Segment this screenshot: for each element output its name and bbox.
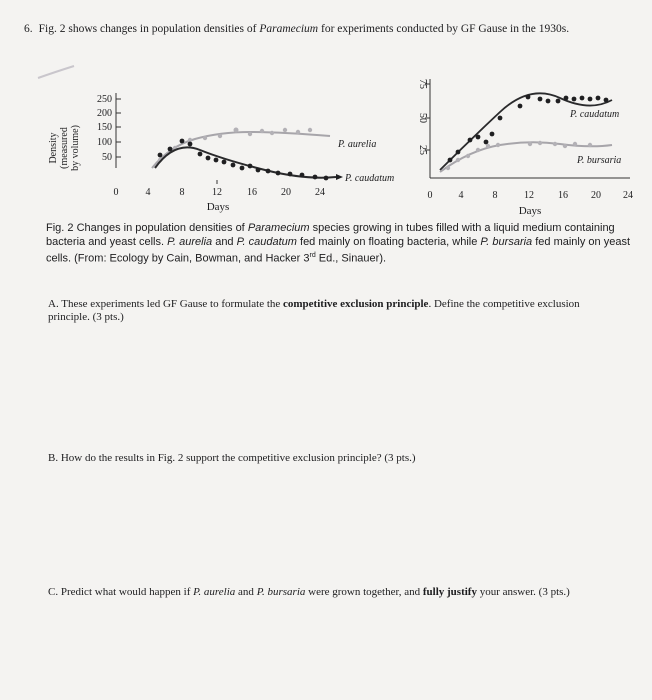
left-xtick-16: 16 — [247, 187, 257, 198]
label-caudatum-right: P. caudatum — [570, 109, 620, 120]
caption-species-caudatum: P. caudatum — [236, 236, 297, 248]
left-xtick-20: 20 — [281, 187, 291, 198]
label-bursaria: P. bursaria — [577, 155, 622, 166]
left-xtick-8: 8 — [179, 187, 185, 198]
part-c-species-bursaria: P. bursaria — [256, 586, 306, 598]
figure-2 — [0, 0, 652, 220]
label-aurelia: P. aurelia — [338, 139, 377, 150]
right-xtick-24: 24 — [623, 190, 633, 201]
part-c-text-4: your answer. (3 pts.) — [476, 586, 570, 598]
right-xtick-0: 0 — [427, 190, 433, 201]
caudatum-curve-left — [155, 147, 336, 177]
part-b-text: B. How do the results in Fig. 2 support the competitive exclusion principle? (3 pts.) — [48, 452, 416, 464]
right-xtick-16: 16 — [558, 190, 568, 201]
pencil-mark — [38, 66, 74, 78]
part-c-text-3: were grown together, and — [305, 586, 423, 598]
figure-caption — [46, 221, 646, 266]
part-b — [48, 452, 618, 465]
caudatum-points-left — [158, 139, 329, 181]
label-caudatum-left: P. caudatum — [345, 173, 395, 184]
caption-text-5: fed mainly on yeast cells. (From: Ecology by Cain, Bowman, and Hacker 3 — [46, 236, 631, 265]
part-a-text-2: . Define the competitive exclusion principle. (3 pts.) — [48, 298, 580, 323]
caudatum-arrow-icon — [336, 174, 343, 180]
caption-genus: Paramecium — [247, 222, 310, 234]
question-text-2: for experiments conducted by GF Gause in the 1930s. — [318, 23, 570, 35]
caption-superscript: rd — [309, 252, 316, 259]
left-y-ticks — [116, 99, 121, 157]
caption-text-3: and — [212, 236, 237, 248]
part-c-text-1: C. Predict what would happen if — [48, 586, 194, 598]
left-ytick-250: 250 — [97, 94, 112, 105]
caption-text-2: species growing in tubes filled with a liquid medium containing bacteria and yeast cells. — [46, 222, 615, 248]
left-ytick-50: 50 — [102, 152, 112, 163]
caption-text-6: Ed., Sinauer). — [315, 252, 387, 265]
part-a — [48, 298, 618, 324]
right-ytick-75: 75 — [417, 79, 428, 89]
right-chart — [417, 79, 633, 217]
part-c — [48, 586, 618, 599]
part-c-text-2: and — [235, 586, 257, 598]
left-xtick-24: 24 — [315, 187, 325, 198]
caption-text-4: fed mainly on floating bacteria, while — [296, 236, 481, 248]
left-ylabel-3: by volume) — [70, 125, 81, 171]
left-ylabel-1: Density — [48, 132, 59, 164]
left-ytick-150: 150 — [97, 122, 112, 133]
left-xtick-12: 12 — [212, 187, 222, 198]
caption-text-1: Fig. 2 Changes in population densities of — [46, 222, 248, 234]
question-number: 6. — [24, 23, 33, 35]
question-genus: Paramecium — [259, 23, 319, 35]
question-text-1: Fig. 2 shows changes in population densities of — [38, 23, 260, 35]
right-ytick-25: 25 — [417, 145, 428, 155]
part-a-bold: competitive exclusion principle — [283, 298, 429, 310]
right-xtick-4: 4 — [458, 190, 464, 201]
right-xtick-8: 8 — [492, 190, 498, 201]
left-chart — [48, 93, 394, 213]
left-xtick-0: 0 — [113, 187, 119, 198]
left-ylabel-2: (measured — [59, 127, 70, 169]
caption-species-aurelia: P. aurelia — [167, 236, 213, 248]
left-ytick-200: 200 — [97, 108, 112, 119]
part-c-bold: fully justify — [422, 586, 477, 598]
part-a-text-1: A. These experiments led GF Gause to formulate the — [48, 298, 284, 310]
left-xtick-4: 4 — [145, 187, 151, 198]
left-xlabel: Days — [206, 201, 230, 213]
right-xlabel: Days — [518, 205, 542, 217]
part-c-species-aurelia: P. aurelia — [193, 586, 236, 598]
right-ytick-50: 50 — [417, 113, 428, 123]
caption-species-bursaria: P. bursaria — [480, 236, 533, 248]
right-xtick-12: 12 — [524, 190, 534, 201]
right-xtick-20: 20 — [591, 190, 601, 201]
left-ytick-100: 100 — [97, 137, 112, 148]
